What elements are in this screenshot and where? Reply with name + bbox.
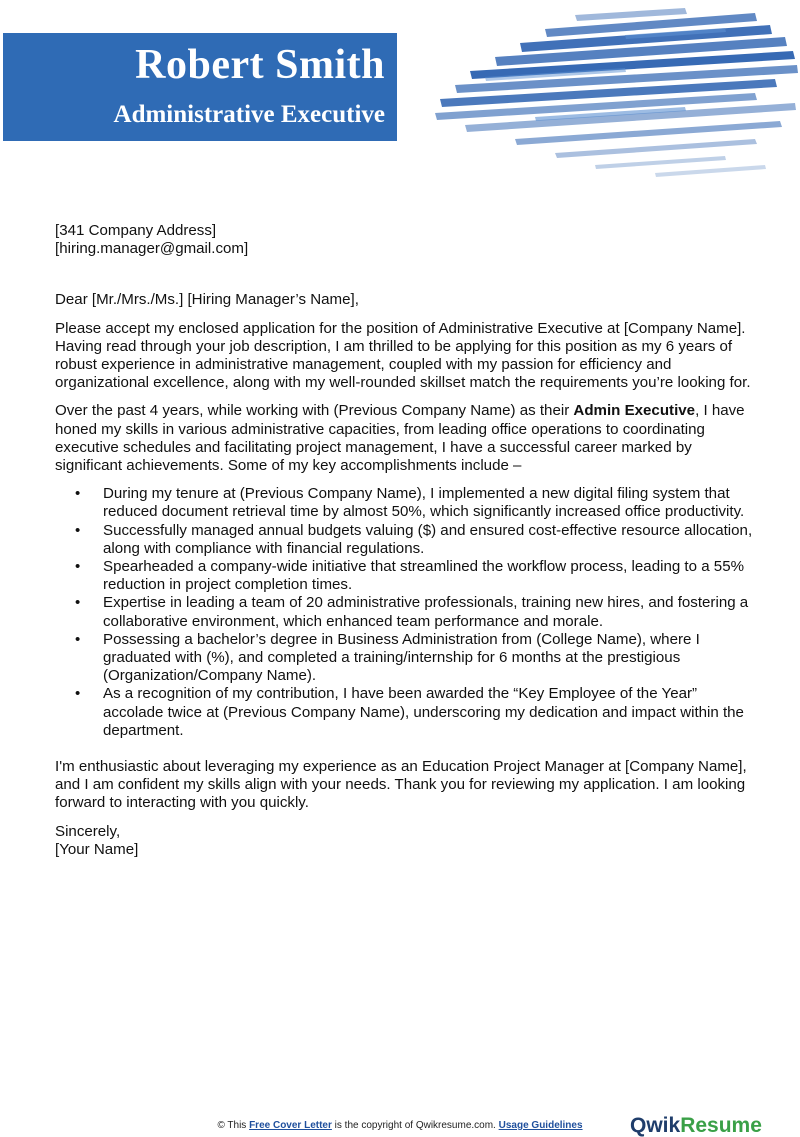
usage-guidelines-link[interactable]: Usage Guidelines [498,1120,583,1131]
list-item-text: Successfully managed annual budgets valuing ($) and ensured cost-effective resource allocation, along with compliance with financial regulations. [103,521,753,557]
list-item [55,558,755,594]
list-item [55,631,755,686]
logo-part-qwik: Qwik [630,1114,681,1137]
address-line: [341 Company Address] [55,222,217,239]
free-cover-letter-link[interactable]: Free Cover Letter [249,1120,332,1131]
qwikresume-logo [630,1116,762,1136]
candidate-name: Robert Smith [135,42,385,88]
bullet-icon: • [75,521,81,539]
bullet-icon: • [75,685,81,703]
header-band [3,33,397,141]
list-item [55,594,755,630]
signature-name: [Your Name] [55,840,139,858]
job-title: Administrative Executive [113,101,385,128]
footer-text: is the copyright of Qwikresume.com. [331,1120,499,1131]
recipient-address [55,222,755,258]
paragraph-text: , I have honed my skills in various administrative capacities, from leading office operations to coordinating executive schedules and facilitating project management, I have a successful career marked by significant achievements. Some of my key accomplishments include – [55,402,745,475]
bullet-icon: • [75,485,81,503]
sign-off [55,823,755,859]
cover-letter-body [55,222,755,859]
bullet-icon: • [75,594,81,612]
paragraph-closing: I'm enthusiastic about leveraging my experience as an Education Project Manager at [Company Name], and I am confident my skills align with your needs. Thank you for reviewing my application. I am looking forward to interacting with you quickly. [55,758,747,812]
paragraph-experience [55,402,755,475]
list-item-text: Expertise in leading a team of 20 administrative professionals, training new hires, and fostering a collaborative environment, which enhanced team performance and morale. [103,594,749,630]
closing-word: Sincerely, [55,822,121,840]
paragraph-intro: Please accept my enclosed application for the position of Administrative Executive at [Company Name]. Having read through your job description, I am thrilled to be applying for this position as my 6 years of robust experience in administrative management, coupled with my passion for efficiency and organizational excellence, along with my well-rounded skillset match the requirements you’re looking for. [55,319,751,392]
list-item-text: During my tenure at (Previous Company Name), I implemented a new digital filing system that reduced document retrieval time by almost 50%, which significantly increased office productivity. [103,485,745,521]
bullet-icon: • [75,630,81,648]
accomplishments-list [55,485,755,740]
bullet-icon: • [75,558,81,576]
list-item [55,485,755,521]
list-item-text: As a recognition of my contribution, I have been awarded the “Key Employee of the Year” accolade twice at (Previous Company Name), underscoring my dedication and impact within the department. [103,685,744,739]
email-line: [hiring.manager@gmail.com] [55,240,249,258]
list-item-text: Possessing a bachelor’s degree in Business Administration from (College Name), where I graduated with (%), and completed a training/internship for 6 months at the prestigious (Organization/Company Name). [103,630,700,685]
list-item [55,685,755,740]
paragraph-text: Over the past 4 years, while working with (Previous Company Name) as their [55,402,574,420]
list-item [55,522,755,558]
list-item-text: Spearheaded a company-wide initiative that streamlined the workflow process, leading to a 55% reduction in project completion times. [103,558,745,594]
logo-part-resume: Resume [680,1114,762,1137]
decorative-stripes [425,5,800,185]
salutation: Dear [Mr./Mrs./Ms.] [Hiring Manager’s Name], [55,291,359,309]
bold-role: Admin Executive [573,402,696,420]
footer-text: © This [217,1120,250,1131]
